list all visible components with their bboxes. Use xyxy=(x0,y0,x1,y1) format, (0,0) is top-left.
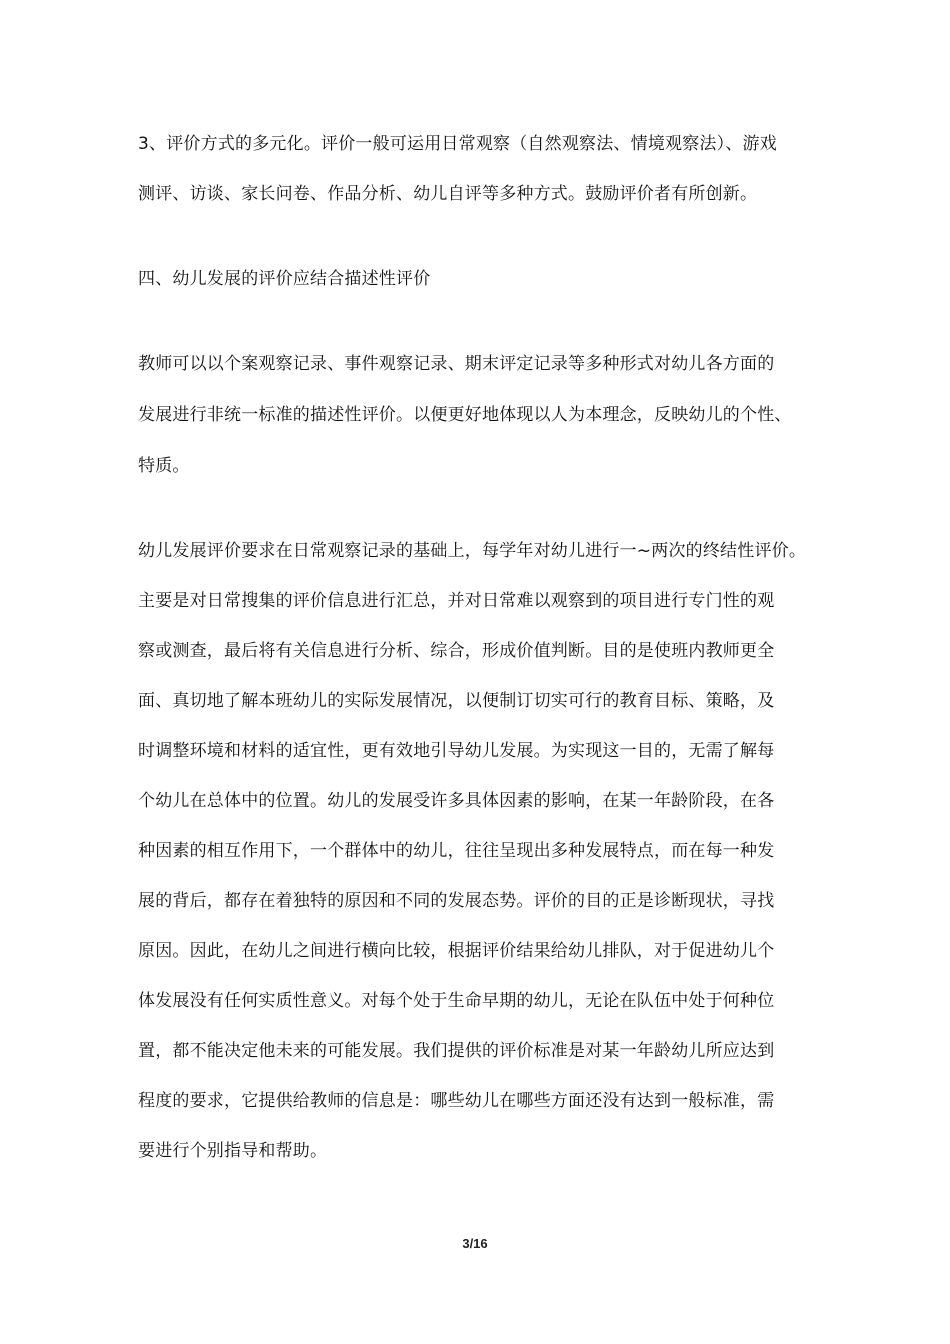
paragraph1-line-2: 发展进行非统一标准的描述性评价。以便更好地体现以人为本理念，反映幼儿的个性、 xyxy=(138,405,792,425)
paragraph2-line-6: 个幼儿在总体中的位置。幼儿的发展受许多具体因素的影响，在某一年龄阶段，在各 xyxy=(138,791,775,811)
paragraph2-line-7: 种因素的相互作用下，一个群体中的幼儿，往往呈现出多种发展特点，而在每一种发 xyxy=(138,841,775,861)
section4-heading: 四、幼儿发展的评价应结合描述性评价 xyxy=(138,269,431,289)
item3-line-1: 3、评价方式的多元化。评价一般可运用日常观察（自然观察法、情境观察法）、游戏 xyxy=(138,134,777,154)
paragraph2-line-11: 置，都不能决定他未来的可能发展。我们提供的评价标准是对某一年龄幼儿所应达到 xyxy=(138,1041,775,1061)
paragraph2-line-1: 幼儿发展评价要求在日常观察记录的基础上，每学年对幼儿进行一~两次的终结性评价。 xyxy=(138,541,807,561)
paragraph2-line-13: 要进行个别指导和帮助。 xyxy=(138,1141,328,1161)
paragraph2-line-2: 主要是对日常搜集的评价信息进行汇总，并对日常难以观察到的项目进行专门性的观 xyxy=(138,591,775,611)
paragraph2-line-10: 体发展没有任何实质性意义。对每个处于生命早期的幼儿，无论在队伍中处于何种位 xyxy=(138,991,775,1011)
paragraph2-line-9: 原因。因此，在幼儿之间进行横向比较，根据评价结果给幼儿排队，对于促进幼儿个 xyxy=(138,941,775,961)
paragraph2-line-5: 时调整环境和材料的适宜性，更有效地引导幼儿发展。为实现这一目的，无需了解每 xyxy=(138,741,775,761)
paragraph2-line-8: 展的背后，都存在着独特的原因和不同的发展态势。评价的目的正是诊断现状，寻找 xyxy=(138,891,775,911)
item3-line-2: 测评、访谈、家长问卷、作品分析、幼儿自评等多种方式。鼓励评价者有所创新。 xyxy=(138,184,758,204)
paragraph1-line-3: 特质。 xyxy=(138,456,190,476)
paragraph2-line-4: 面、真切地了解本班幼儿的实际发展情况，以便制订切实可行的教育目标、策略，及 xyxy=(138,691,775,711)
paragraph1-line-1: 教师可以以个案观察记录、事件观察记录、期末评定记录等多种形式对幼儿各方面的 xyxy=(138,354,775,374)
paragraph2-line-12: 程度的要求，它提供给教师的信息是：哪些幼儿在哪些方面还没有达到一般标准，需 xyxy=(138,1091,775,1111)
page-number: 3/16 xyxy=(462,1236,488,1251)
paragraph2-line-3: 察或测查，最后将有关信息进行分析、综合，形成价值判断。目的是使班内教师更全 xyxy=(138,641,775,661)
